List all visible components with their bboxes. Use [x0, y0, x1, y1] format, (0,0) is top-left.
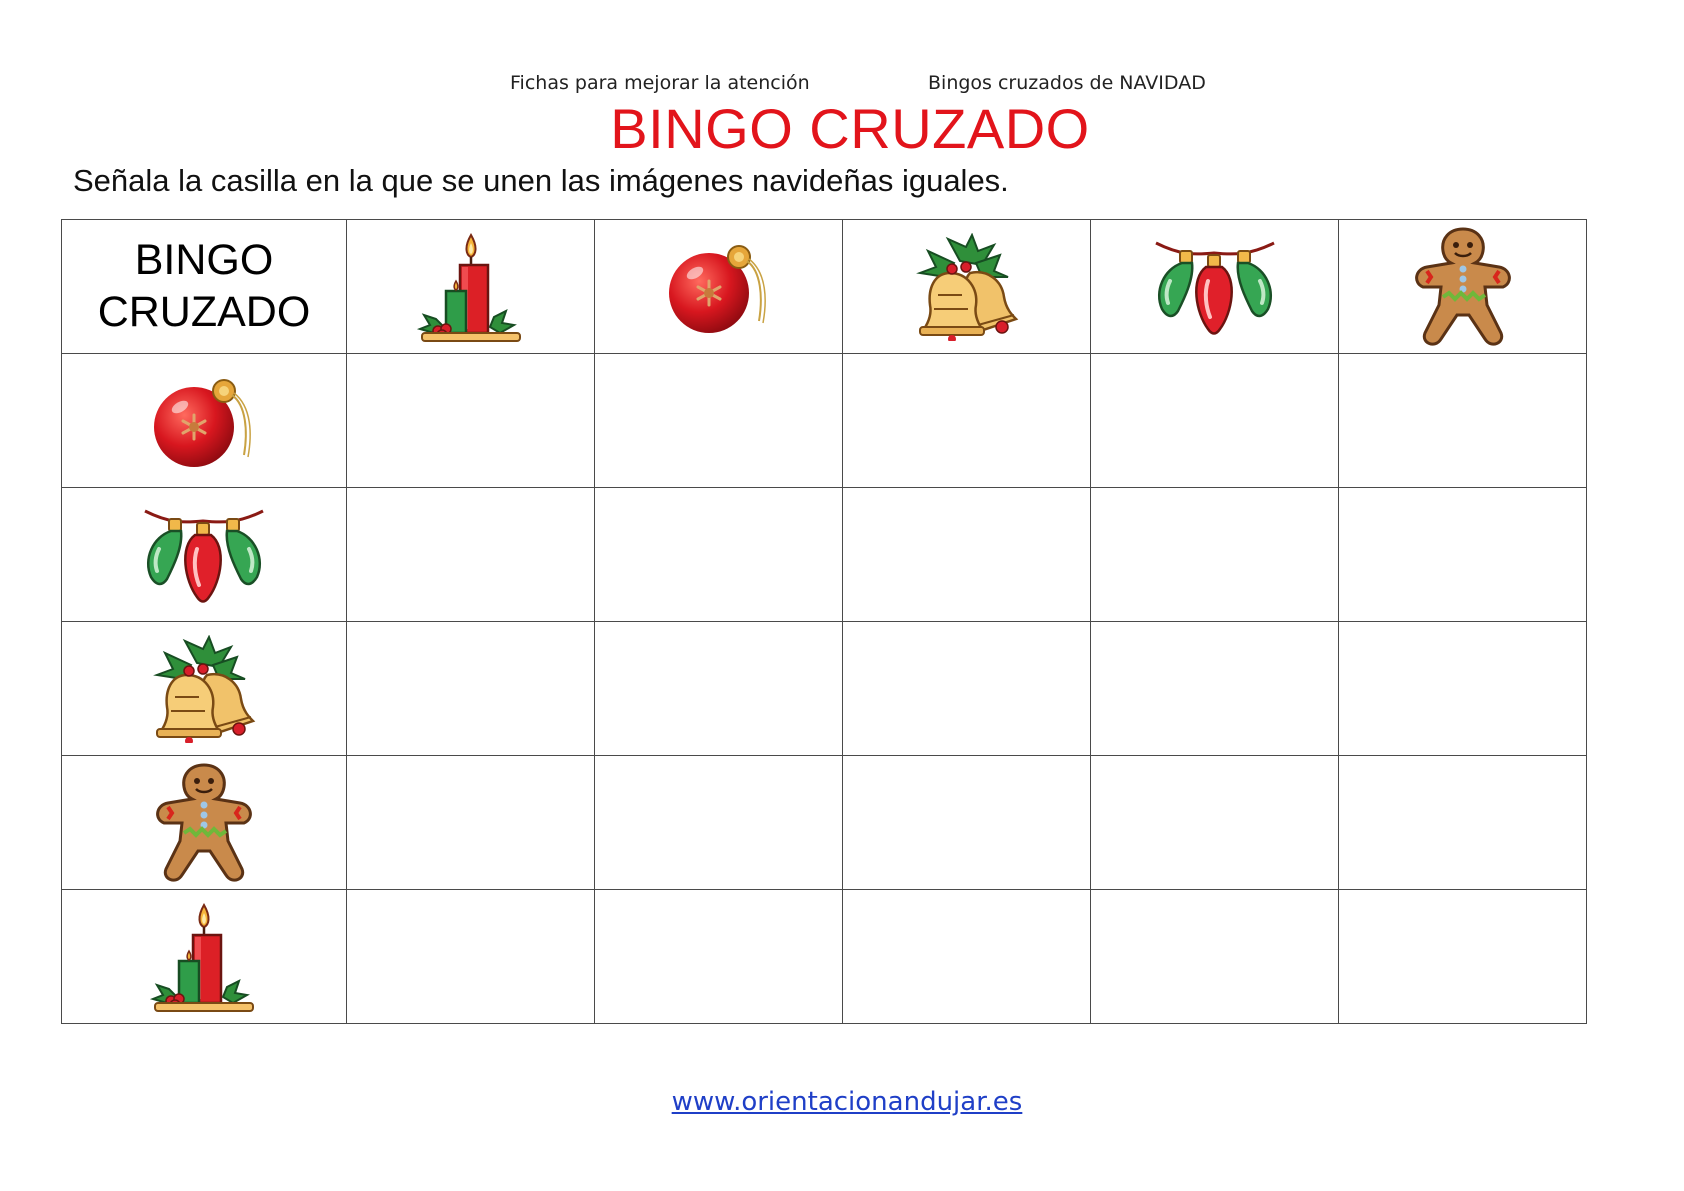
bells-icon [62, 635, 346, 743]
bingo-cell[interactable] [1339, 354, 1587, 488]
column-header-cell [595, 220, 843, 354]
bingo-cell[interactable] [843, 756, 1091, 890]
bingo-grid [61, 219, 1587, 1024]
column-header-cell [1091, 220, 1339, 354]
grid-row [62, 354, 1587, 488]
page-title: BINGO CRUZADO [610, 97, 1090, 160]
candle-icon [62, 901, 346, 1013]
grid-header-row [62, 220, 1587, 354]
grid-row [62, 890, 1587, 1024]
corner-cell [62, 220, 347, 354]
row-header-cell [62, 756, 347, 890]
bingo-cell[interactable] [843, 622, 1091, 756]
column-header-cell [843, 220, 1091, 354]
bingo-cell[interactable] [595, 756, 843, 890]
instruction-text: Señala la casilla en la que se unen las imágenes navideñas iguales. [73, 163, 1009, 198]
row-header-cell [62, 890, 347, 1024]
row-header-cell [62, 622, 347, 756]
bingo-cell[interactable] [1091, 354, 1339, 488]
bingo-cell[interactable] [347, 756, 595, 890]
bingo-cell[interactable] [1091, 890, 1339, 1024]
ornament-ball-icon [595, 237, 842, 337]
bingo-cell[interactable] [1339, 488, 1587, 622]
corner-label-line1: BINGO [134, 235, 274, 284]
bingo-cell[interactable] [347, 622, 595, 756]
christmas-lights-icon [1091, 233, 1338, 341]
grid-row [62, 488, 1587, 622]
column-header-cell [347, 220, 595, 354]
bingo-cell[interactable] [595, 488, 843, 622]
bingo-cell[interactable] [843, 488, 1091, 622]
bingo-cell[interactable] [595, 622, 843, 756]
bingo-cell[interactable] [1339, 890, 1587, 1024]
row-header-cell [62, 488, 347, 622]
bingo-cell[interactable] [1339, 622, 1587, 756]
bingo-cell[interactable] [595, 890, 843, 1024]
bingo-cell[interactable] [843, 354, 1091, 488]
christmas-lights-icon [62, 501, 346, 609]
bingo-cell[interactable] [347, 354, 595, 488]
column-header-cell [1339, 220, 1587, 354]
corner-label-line2: CRUZADO [97, 287, 311, 336]
bells-icon [843, 233, 1090, 341]
bingo-cell[interactable] [1091, 488, 1339, 622]
worksheet-subtitle-left: Fichas para mejorar la atención [510, 72, 810, 94]
bingo-cell[interactable] [595, 354, 843, 488]
bingo-cell[interactable] [347, 890, 595, 1024]
grid-row [62, 622, 1587, 756]
bingo-cell[interactable] [347, 488, 595, 622]
row-header-cell [62, 354, 347, 488]
bingo-cell[interactable] [1091, 622, 1339, 756]
bingo-cell[interactable] [1091, 756, 1339, 890]
bingo-cell[interactable] [843, 890, 1091, 1024]
worksheet-subtitle-right: Bingos cruzados de NAVIDAD [928, 72, 1206, 94]
grid-row [62, 756, 1587, 890]
gingerbread-man-icon [62, 761, 346, 885]
ornament-ball-icon [62, 371, 346, 471]
candle-icon [347, 231, 594, 343]
website-link[interactable]: www.orientacionandujar.es [671, 1087, 1023, 1117]
bingo-cell[interactable] [1339, 756, 1587, 890]
gingerbread-man-icon [1339, 225, 1586, 349]
